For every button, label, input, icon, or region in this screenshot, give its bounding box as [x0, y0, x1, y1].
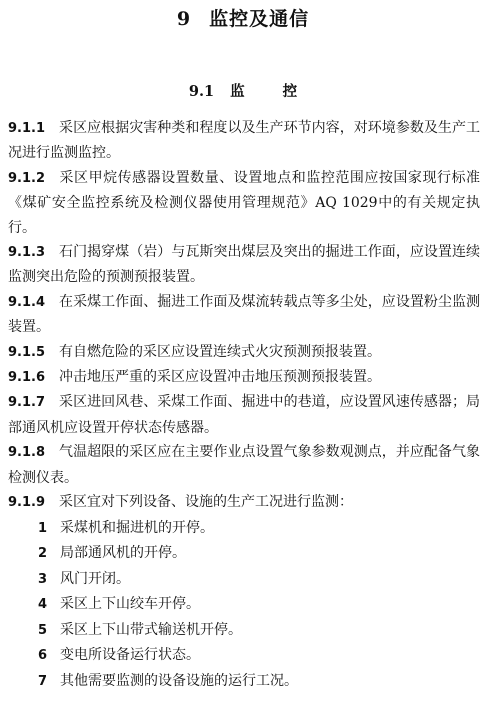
item-text: 采区上下山带式输送机开停。 — [60, 621, 242, 638]
item-number: 4 — [38, 597, 48, 613]
chapter-title: 监控及通信 — [209, 8, 310, 30]
clause-number: 9.1.8 — [8, 445, 46, 461]
item-number: 2 — [38, 546, 48, 562]
clause-9-1-2 — [8, 166, 480, 240]
section-number: 9.1 — [188, 83, 215, 100]
clause-9-1-8 — [8, 440, 480, 490]
clause-number: 9.1.9 — [8, 495, 46, 511]
item-number: 7 — [38, 674, 48, 690]
list-item — [8, 516, 480, 542]
section-title-part1: 监 — [230, 83, 245, 100]
clause-number: 9.1.1 — [8, 121, 46, 136]
clause-number: 9.1.5 — [8, 344, 46, 360]
clause-text: 采区应根据灾害种类和程度以及生产环节内容，对环境参数及生产工况进行监测监控。 — [8, 120, 480, 162]
clause-text: 在采煤工作面、掘进工作面及煤流转载点等多尘处，应设置粉尘监测装置。 — [8, 293, 480, 336]
clause-number: 9.1.7 — [8, 395, 46, 411]
clause-9-1-5 — [8, 340, 480, 365]
clause-text: 冲击地压严重的采区应设置冲击地压预测预报装置。 — [59, 369, 382, 386]
item-text: 采区上下山绞车开停。 — [60, 596, 200, 613]
item-number: 3 — [38, 571, 48, 587]
list-item — [8, 618, 480, 644]
item-text: 局部通风机的开停。 — [60, 545, 186, 562]
clause-text: 气温超限的采区应在主要作业点设置气象参数观测点，并应配备气象检测仪表。 — [8, 444, 480, 486]
list-item — [8, 643, 480, 669]
clause-9-1-4 — [8, 290, 480, 340]
clause-text: 采区宜对下列设备、设施的生产工况进行监测： — [59, 494, 354, 511]
clause-number: 9.1.4 — [8, 294, 46, 310]
clause-number: 9.1.6 — [8, 370, 46, 386]
clause-text: 采区进回风巷、采煤工作面、掘进中的巷道，应设置风速传感器；局部通风机应设置开停状态传感器。 — [8, 394, 480, 436]
item-text: 其他需要监测的设备设施的运行工况。 — [60, 673, 298, 690]
clause-text: 采区甲烷传感器设置数量、设置地点和监控范围应按国家现行标准《煤矿安全监控系统及检测仪器使用管理规范》AQ 1029中的有关规定执行。 — [8, 169, 480, 236]
clause-number: 9.1.3 — [8, 245, 46, 261]
clause-9-1-9 — [8, 490, 480, 515]
clause-9-1-3 — [8, 240, 480, 290]
section-heading — [0, 80, 486, 101]
clause-text: 有自燃危险的采区应设置连续式火灾预测预报装置。 — [59, 343, 382, 360]
list-item — [8, 567, 480, 593]
list-item — [8, 592, 480, 618]
item-number: 6 — [38, 648, 48, 664]
item-number: 5 — [38, 622, 48, 638]
item-text: 风门开闭。 — [60, 570, 130, 587]
list-item — [8, 669, 480, 695]
clause-9-1-6 — [8, 365, 480, 390]
item-number: 1 — [38, 520, 48, 536]
chapter-heading — [0, 4, 486, 31]
clause-9-1-1 — [8, 116, 480, 166]
section-title-part2: 控 — [282, 83, 298, 100]
item-text: 变电所设备运行状态。 — [60, 647, 200, 664]
clause-9-1-7 — [8, 390, 480, 440]
list-item — [8, 541, 480, 567]
item-text: 采煤机和掘进机的开停。 — [60, 519, 214, 536]
clause-number: 9.1.2 — [8, 170, 46, 186]
chapter-number: 9 — [176, 8, 192, 30]
clause-list — [8, 116, 480, 695]
clause-text: 石门揭穿煤（岩）与瓦斯突出煤层及突出的掘进工作面，应设置连续监测突出危险的预测预报装置。 — [8, 244, 480, 286]
